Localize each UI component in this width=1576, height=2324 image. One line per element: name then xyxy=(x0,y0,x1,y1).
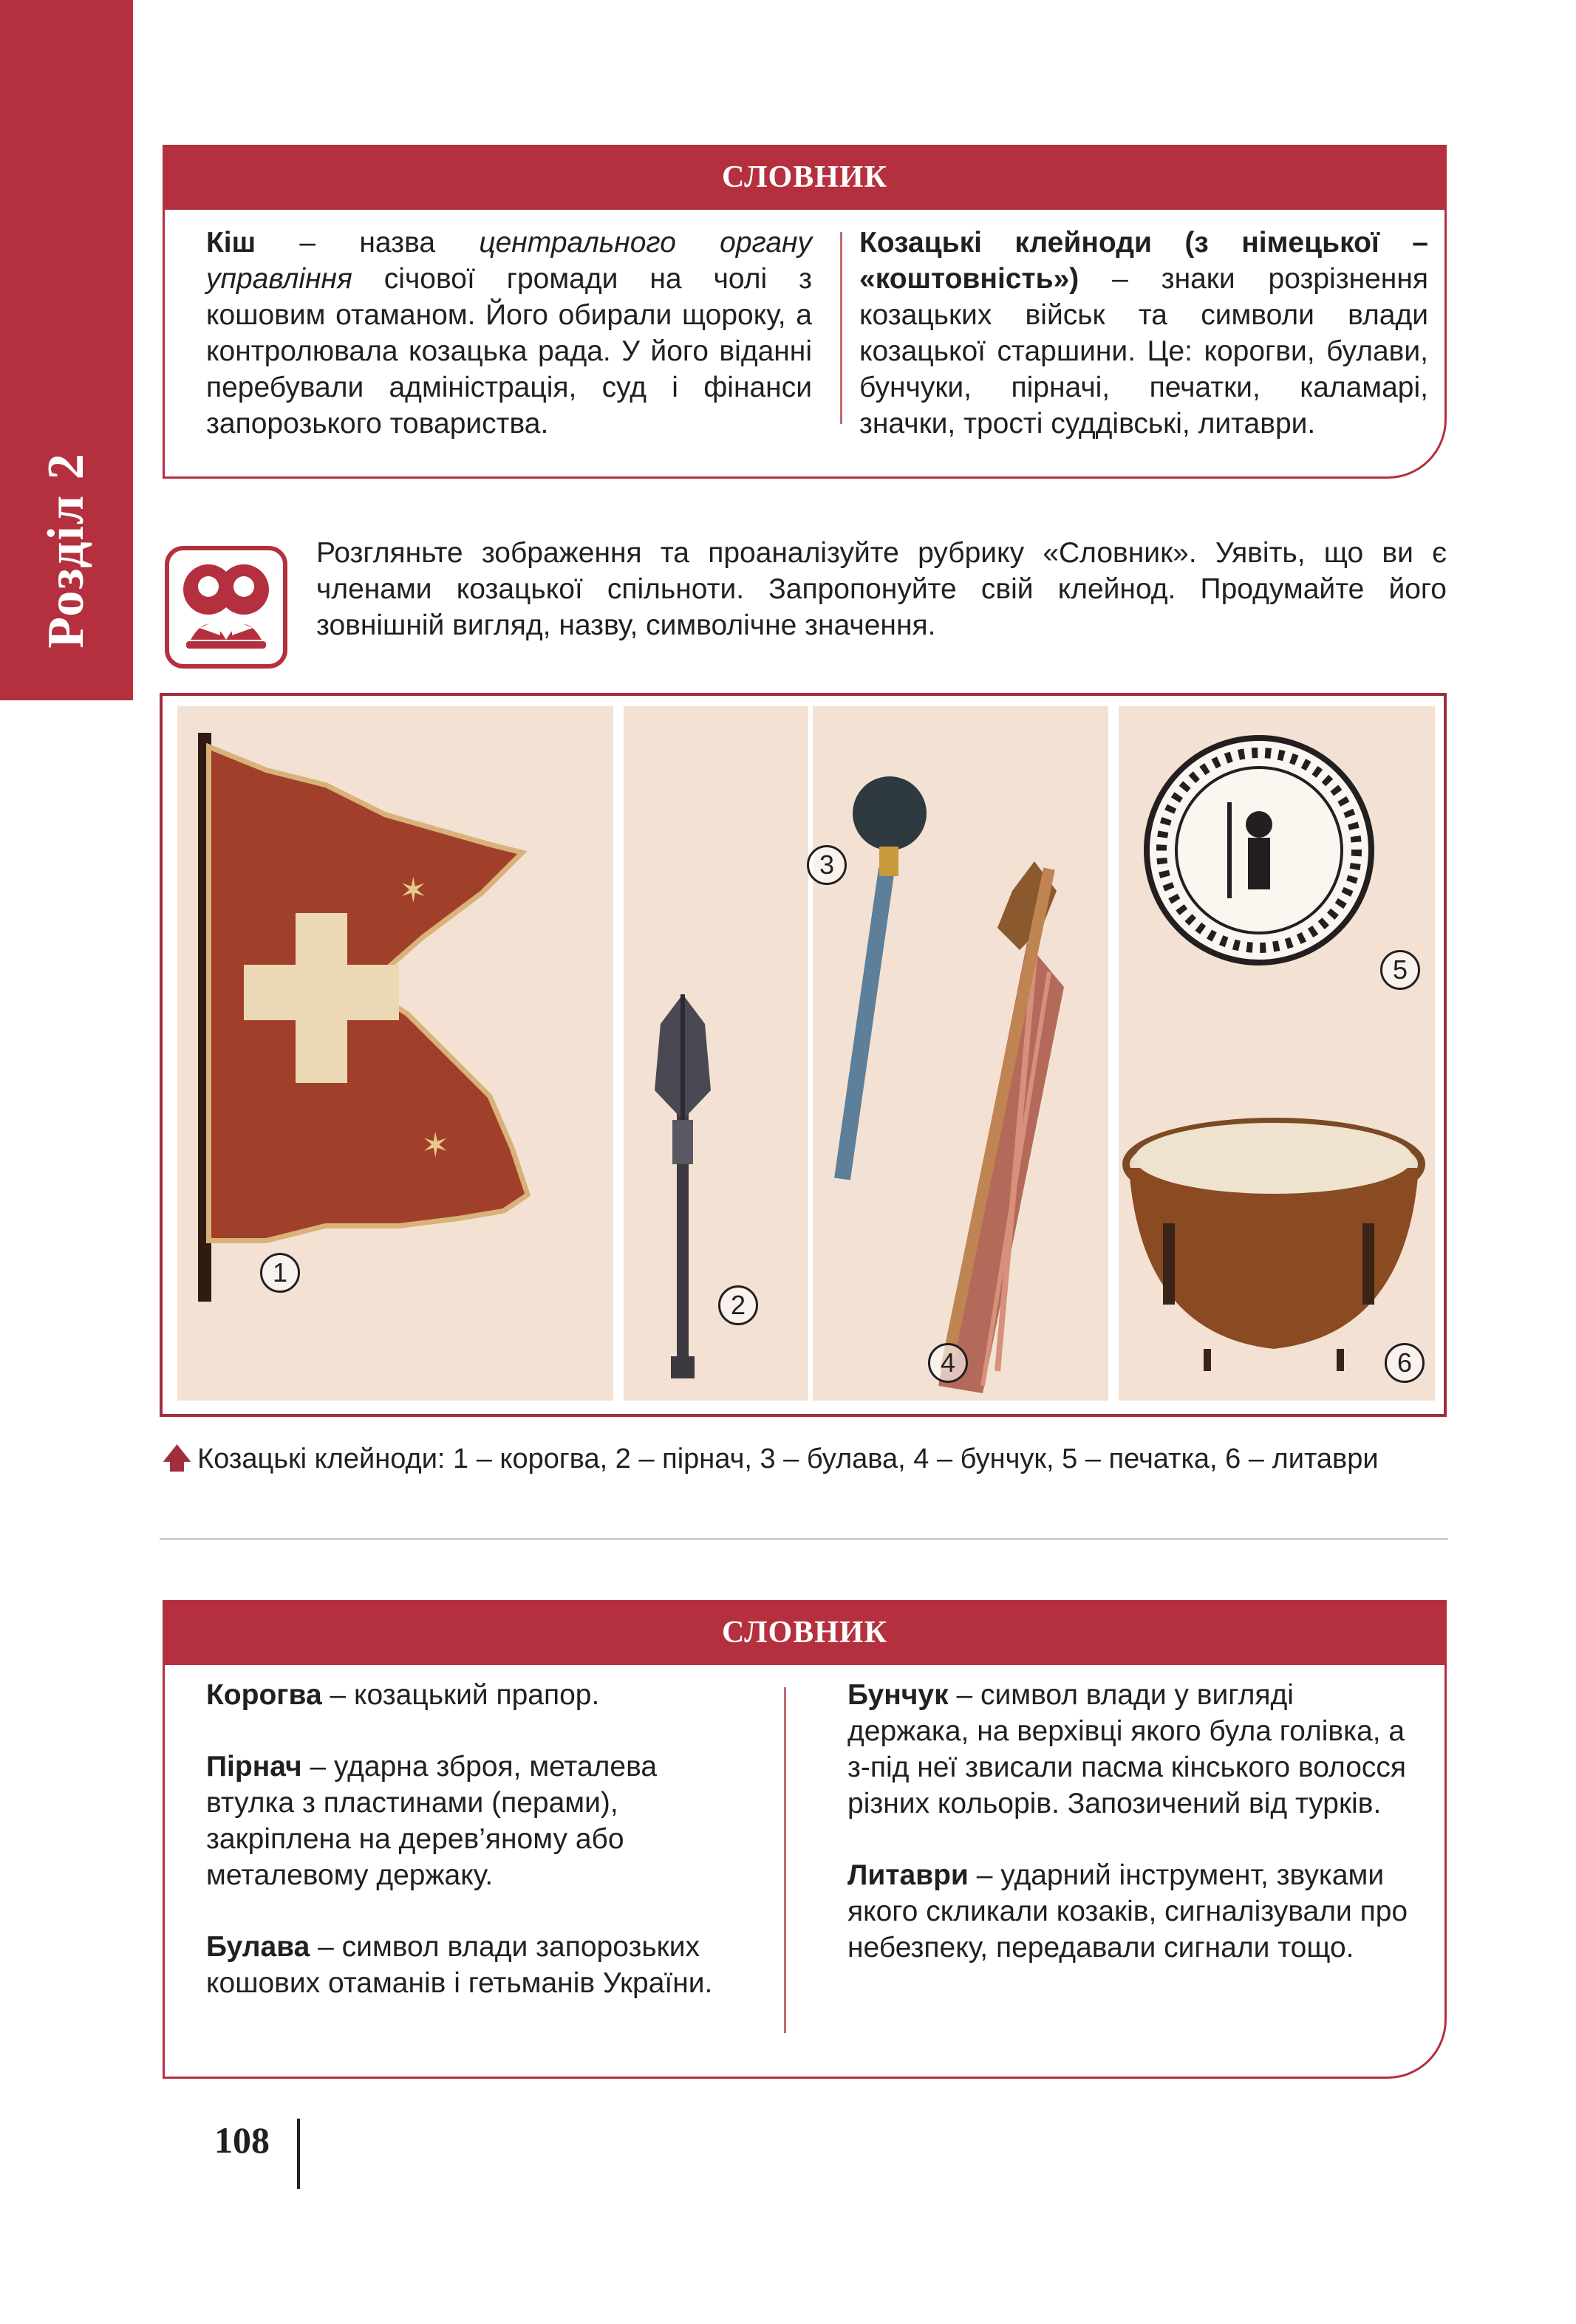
glossary-box-1 xyxy=(163,145,1447,479)
chapter-label: Розділ 2 xyxy=(38,452,95,649)
svg-text:✶: ✶ xyxy=(421,1125,450,1165)
arrow-up-icon: 🡅 xyxy=(163,1443,192,1474)
horizontal-rule xyxy=(160,1538,1448,1540)
column-divider xyxy=(784,1687,786,2033)
figure-caption xyxy=(163,1442,1448,1476)
seal-drum-image xyxy=(1119,706,1435,1401)
glossary-definition: січової громади на чолі з кошовим отаманом. Його обирали щороку, а контролювала козацька рада. У його віданні перебували адміністрація, суд і фінанси запорозького товариства. xyxy=(206,263,812,440)
glossary-box-2 xyxy=(163,1600,1447,2079)
glossary-italic-text: центрального органу управління xyxy=(206,227,812,295)
glossary-text: – назва xyxy=(256,227,480,259)
korohva-flag-image xyxy=(177,706,613,1401)
glossary-term: Булава xyxy=(206,1931,310,1963)
discussion-group-icon xyxy=(164,545,288,669)
glossary-entry-korohva xyxy=(206,1677,738,1713)
glossary-term: Кіш xyxy=(206,227,256,259)
glossary-entry-pirnach xyxy=(206,1749,738,1893)
figure-panel-flag xyxy=(177,706,613,1401)
glossary-entry-bulava xyxy=(206,1929,738,2001)
glossary-column-right xyxy=(847,1677,1409,1966)
glossary-entry-kleinody xyxy=(859,225,1428,442)
bulava-bunchuk-image xyxy=(813,706,1108,1401)
glossary-definition: – знаки розрізнення козацьких військ та символи влади козацької старшини. Це: корогви, булави, бунчуки, пірначі, печатки, каламарі, значки, трості суддівські, литаври. xyxy=(859,263,1428,440)
glossary-entry-lytavry xyxy=(847,1857,1409,1966)
glossary-term: Пірнач xyxy=(206,1751,302,1783)
page-number: 108 xyxy=(214,2119,270,2161)
kleinody-figure xyxy=(160,693,1447,1417)
glossary-title: СЛОВНИК xyxy=(163,145,1447,210)
glossary-title: СЛОВНИК xyxy=(163,1600,1447,1665)
glossary-column-left xyxy=(206,1677,738,2001)
glossary-entry-kish xyxy=(206,225,812,442)
item-number: 2 xyxy=(718,1285,758,1325)
glossary-definition: – символ влади у вигляді держака, на верхівці якого була голівка, а з-під неї звисали пасма кінського волосся різних кольорів. Запозичений від турків. xyxy=(847,1679,1407,1819)
svg-text:✶: ✶ xyxy=(399,870,428,910)
chapter-side-tab xyxy=(0,0,133,700)
glossary-term: Козацькі клейноди (з німецької – «коштовність») xyxy=(859,227,1428,295)
figure-panel-pirnach xyxy=(624,706,808,1401)
task-text: Розгляньте зображення та проаналізуйте рубрику «Словник». Уявіть, що ви є членами козацької спільноти. Запропонуйте свій клейнод. Продумайте його зовнішній вигляд, назву, символічне значення. xyxy=(316,537,1447,641)
glossary-definition: – ударна зброя, металева втулка з пластинами (перами), закріплена на дерев’яному або металевому держаку. xyxy=(206,1751,658,1891)
item-number: 1 xyxy=(260,1253,300,1293)
column-divider xyxy=(840,232,842,424)
figure-panel-bunchuk-bulava xyxy=(813,706,1108,1401)
glossary-definition: – ударний інструмент, звуками якого скликали козаків, сигналізували про небезпеку, передавали сигнали тощо. xyxy=(847,1859,1408,1964)
pirnach-mace-image xyxy=(624,706,808,1401)
item-number: 3 xyxy=(807,845,847,885)
item-number: 6 xyxy=(1385,1343,1425,1383)
glossary-definition: – символ влади запорозьких кошових отаманів і гетьманів України. xyxy=(206,1931,713,1999)
item-number: 5 xyxy=(1380,950,1420,990)
glossary-entry-bunchuk xyxy=(847,1677,1409,1822)
task-instruction xyxy=(316,535,1447,643)
glossary-definition: – козацький прапор. xyxy=(321,1679,600,1711)
caption-text: Козацькі клейноди: 1 – корогва, 2 – пірнач, 3 – булава, 4 – бунчук, 5 – печатка, 6 – литаври xyxy=(197,1443,1379,1474)
glossary-term: Бунчук xyxy=(847,1679,949,1711)
glossary-term: Корогва xyxy=(206,1679,322,1711)
item-number: 4 xyxy=(928,1343,968,1383)
glossary-term: Литаври xyxy=(847,1859,969,1891)
figure-panel-seal-drum xyxy=(1119,706,1435,1401)
page-number-rule xyxy=(297,2119,300,2189)
